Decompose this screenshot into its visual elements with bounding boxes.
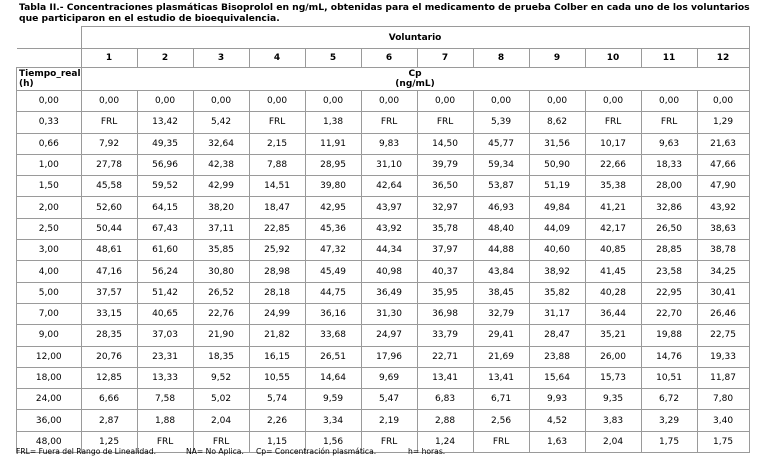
corner-cell bbox=[17, 27, 82, 49]
concentration-cell: FRL bbox=[137, 431, 193, 452]
concentration-cell: 5,74 bbox=[249, 389, 305, 410]
concentration-cell: 44,88 bbox=[473, 240, 529, 261]
concentration-cell: 22,70 bbox=[641, 303, 697, 324]
concentration-cell: 37,57 bbox=[81, 282, 137, 303]
concentration-cell: 7,92 bbox=[81, 133, 137, 154]
concentration-cell: 21,90 bbox=[193, 325, 249, 346]
concentration-cell: 0,00 bbox=[81, 91, 137, 112]
table-row bbox=[17, 176, 750, 197]
table-row bbox=[17, 91, 750, 112]
concentration-cell: FRL bbox=[473, 431, 529, 452]
concentration-cell: 18,33 bbox=[641, 154, 697, 175]
concentration-cell: 13,41 bbox=[473, 367, 529, 388]
concentration-cell: FRL bbox=[193, 431, 249, 452]
concentration-cell: 24,97 bbox=[361, 325, 417, 346]
concentration-cell: 47,90 bbox=[697, 176, 749, 197]
concentration-cell: 9,63 bbox=[641, 133, 697, 154]
concentration-cell: 30,80 bbox=[193, 261, 249, 282]
concentration-cell: 18,35 bbox=[193, 346, 249, 367]
concentration-cell: 9,93 bbox=[529, 389, 585, 410]
concentration-cell: 5,42 bbox=[193, 112, 249, 133]
concentration-cell: 14,50 bbox=[417, 133, 473, 154]
concentration-cell: 15,73 bbox=[585, 367, 641, 388]
concentration-cell: 38,63 bbox=[697, 218, 749, 239]
concentration-cell: 42,64 bbox=[361, 176, 417, 197]
table-row bbox=[17, 261, 750, 282]
concentration-cell: 45,36 bbox=[305, 218, 361, 239]
concentration-cell: 45,58 bbox=[81, 176, 137, 197]
concentration-cell: 10,51 bbox=[641, 367, 697, 388]
concentration-cell: 1,75 bbox=[697, 431, 749, 452]
concentration-cell: 9,69 bbox=[361, 367, 417, 388]
time-unit: (h) bbox=[19, 79, 34, 89]
concentration-cell: 0,00 bbox=[529, 91, 585, 112]
concentration-cell: FRL bbox=[417, 112, 473, 133]
concentration-cell: 6,72 bbox=[641, 389, 697, 410]
time-cell: 1,00 bbox=[17, 154, 82, 175]
concentration-cell: 9,35 bbox=[585, 389, 641, 410]
time-cell: 1,50 bbox=[17, 176, 82, 197]
volunteer-header-1: 1 bbox=[81, 49, 137, 68]
concentration-cell: 1,29 bbox=[697, 112, 749, 133]
time-cell: 7,00 bbox=[17, 303, 82, 324]
concentration-cell: 5,02 bbox=[193, 389, 249, 410]
concentration-cell: 37,97 bbox=[417, 240, 473, 261]
cp-unit: (ng/mL) bbox=[395, 79, 435, 89]
concentration-cell: 36,49 bbox=[361, 282, 417, 303]
concentration-cell: 13,33 bbox=[137, 367, 193, 388]
corner-cell bbox=[17, 49, 82, 68]
concentration-cell: 0,00 bbox=[697, 91, 749, 112]
concentration-cell: 43,84 bbox=[473, 261, 529, 282]
table-row bbox=[17, 346, 750, 367]
time-cell: 2,00 bbox=[17, 197, 82, 218]
concentration-cell: 28,18 bbox=[249, 282, 305, 303]
concentration-cell: 7,58 bbox=[137, 389, 193, 410]
concentration-cell: 61,60 bbox=[137, 240, 193, 261]
time-label: Tiempo_real bbox=[19, 69, 81, 79]
concentration-cell: 34,25 bbox=[697, 261, 749, 282]
concentration-cell: 44,09 bbox=[529, 218, 585, 239]
concentration-cell: FRL bbox=[81, 112, 137, 133]
voluntario-header: Voluntario bbox=[81, 27, 749, 49]
concentration-cell: 33,68 bbox=[305, 325, 361, 346]
concentration-cell: 19,88 bbox=[641, 325, 697, 346]
concentration-cell: 48,61 bbox=[81, 240, 137, 261]
concentration-cell: 40,65 bbox=[137, 303, 193, 324]
concentration-cell: 31,10 bbox=[361, 154, 417, 175]
concentration-cell: 40,85 bbox=[585, 240, 641, 261]
concentration-cell: 28,85 bbox=[641, 240, 697, 261]
table-row bbox=[17, 133, 750, 154]
volunteer-header-12: 12 bbox=[697, 49, 749, 68]
concentration-cell: 1,75 bbox=[641, 431, 697, 452]
concentration-cell: 1,15 bbox=[249, 431, 305, 452]
concentration-cell: 43,97 bbox=[361, 197, 417, 218]
concentration-cell: FRL bbox=[641, 112, 697, 133]
concentration-cell: 29,41 bbox=[473, 325, 529, 346]
concentration-cell: 1,24 bbox=[417, 431, 473, 452]
table-row bbox=[17, 410, 750, 431]
concentration-cell: 0,00 bbox=[193, 91, 249, 112]
concentration-cell: 1,56 bbox=[305, 431, 361, 452]
time-cell: 0,00 bbox=[17, 91, 82, 112]
time-cell: 18,00 bbox=[17, 367, 82, 388]
footnote-h: h= horas. bbox=[408, 447, 446, 456]
concentration-cell: 0,00 bbox=[305, 91, 361, 112]
concentration-cell: 10,17 bbox=[585, 133, 641, 154]
concentration-cell: 42,38 bbox=[193, 154, 249, 175]
concentration-cell: 2,15 bbox=[249, 133, 305, 154]
concentration-cell: 23,88 bbox=[529, 346, 585, 367]
concentration-cell: 43,92 bbox=[697, 197, 749, 218]
table-row bbox=[17, 154, 750, 175]
volunteer-header-7: 7 bbox=[417, 49, 473, 68]
table-row bbox=[17, 240, 750, 261]
concentration-cell: 26,00 bbox=[585, 346, 641, 367]
concentration-cell: 47,16 bbox=[81, 261, 137, 282]
concentration-cell: 35,82 bbox=[529, 282, 585, 303]
concentration-cell: 25,92 bbox=[249, 240, 305, 261]
concentration-cell: 47,66 bbox=[697, 154, 749, 175]
concentration-cell: 52,60 bbox=[81, 197, 137, 218]
concentration-cell: 35,21 bbox=[585, 325, 641, 346]
concentration-cell: 38,45 bbox=[473, 282, 529, 303]
concentration-cell: 12,85 bbox=[81, 367, 137, 388]
concentration-cell: 3,83 bbox=[585, 410, 641, 431]
time-cell: 5,00 bbox=[17, 282, 82, 303]
concentration-cell: 35,95 bbox=[417, 282, 473, 303]
concentration-cell: 2,26 bbox=[249, 410, 305, 431]
concentration-cell: 50,44 bbox=[81, 218, 137, 239]
concentration-cell: 32,97 bbox=[417, 197, 473, 218]
time-cell: 24,00 bbox=[17, 389, 82, 410]
concentration-cell: 49,35 bbox=[137, 133, 193, 154]
concentration-cell: 11,87 bbox=[697, 367, 749, 388]
concentration-cell: 1,38 bbox=[305, 112, 361, 133]
concentration-cell: 2,19 bbox=[361, 410, 417, 431]
time-cell: 2,50 bbox=[17, 218, 82, 239]
concentration-cell: 27,78 bbox=[81, 154, 137, 175]
concentration-cell: 9,59 bbox=[305, 389, 361, 410]
concentration-cell: 3,34 bbox=[305, 410, 361, 431]
concentration-cell: 37,03 bbox=[137, 325, 193, 346]
concentration-table bbox=[16, 26, 750, 453]
concentration-cell: 42,95 bbox=[305, 197, 361, 218]
concentration-cell: 31,17 bbox=[529, 303, 585, 324]
concentration-cell: 42,99 bbox=[193, 176, 249, 197]
concentration-cell: 37,11 bbox=[193, 218, 249, 239]
concentration-cell: 28,95 bbox=[305, 154, 361, 175]
volunteer-header-8: 8 bbox=[473, 49, 529, 68]
volunteer-header-6: 6 bbox=[361, 49, 417, 68]
volunteer-header-10: 10 bbox=[585, 49, 641, 68]
concentration-cell: 38,78 bbox=[697, 240, 749, 261]
concentration-cell: 0,00 bbox=[473, 91, 529, 112]
concentration-cell: 5,47 bbox=[361, 389, 417, 410]
concentration-cell: 16,15 bbox=[249, 346, 305, 367]
concentration-cell: 48,40 bbox=[473, 218, 529, 239]
concentration-cell: 6,66 bbox=[81, 389, 137, 410]
cp-header bbox=[81, 68, 749, 91]
time-column-header bbox=[17, 68, 82, 91]
concentration-cell: 26,46 bbox=[697, 303, 749, 324]
concentration-cell: 1,63 bbox=[529, 431, 585, 452]
concentration-cell: 22,75 bbox=[697, 325, 749, 346]
concentration-cell: 21,82 bbox=[249, 325, 305, 346]
concentration-cell: 0,00 bbox=[641, 91, 697, 112]
concentration-cell: 0,00 bbox=[361, 91, 417, 112]
concentration-cell: 45,49 bbox=[305, 261, 361, 282]
concentration-cell: 36,98 bbox=[417, 303, 473, 324]
concentration-cell: 5,39 bbox=[473, 112, 529, 133]
concentration-cell: 50,90 bbox=[529, 154, 585, 175]
concentration-cell: 3,40 bbox=[697, 410, 749, 431]
concentration-cell: 40,37 bbox=[417, 261, 473, 282]
concentration-cell: 39,79 bbox=[417, 154, 473, 175]
concentration-cell: 0,00 bbox=[585, 91, 641, 112]
concentration-cell: 9,52 bbox=[193, 367, 249, 388]
table-row bbox=[17, 325, 750, 346]
time-cell: 4,00 bbox=[17, 261, 82, 282]
concentration-cell: 4,52 bbox=[529, 410, 585, 431]
concentration-cell: 0,00 bbox=[137, 91, 193, 112]
concentration-cell: FRL bbox=[585, 112, 641, 133]
concentration-cell: 2,88 bbox=[417, 410, 473, 431]
concentration-cell: 40,28 bbox=[585, 282, 641, 303]
concentration-cell: 22,76 bbox=[193, 303, 249, 324]
concentration-cell: 59,34 bbox=[473, 154, 529, 175]
concentration-cell: FRL bbox=[361, 431, 417, 452]
footnote-na: NA= No Aplica. bbox=[186, 447, 244, 456]
concentration-cell: 44,34 bbox=[361, 240, 417, 261]
table-row bbox=[17, 218, 750, 239]
concentration-cell: 9,83 bbox=[361, 133, 417, 154]
concentration-cell: 2,56 bbox=[473, 410, 529, 431]
concentration-cell: 14,76 bbox=[641, 346, 697, 367]
time-cell: 36,00 bbox=[17, 410, 82, 431]
concentration-cell: 26,51 bbox=[305, 346, 361, 367]
concentration-cell: 53,87 bbox=[473, 176, 529, 197]
concentration-cell: 26,50 bbox=[641, 218, 697, 239]
concentration-cell: 2,04 bbox=[585, 431, 641, 452]
concentration-cell: 14,51 bbox=[249, 176, 305, 197]
concentration-cell: 22,85 bbox=[249, 218, 305, 239]
table-row bbox=[17, 112, 750, 133]
concentration-cell: 35,38 bbox=[585, 176, 641, 197]
concentration-cell: 33,15 bbox=[81, 303, 137, 324]
time-cell: 3,00 bbox=[17, 240, 82, 261]
concentration-cell: 22,71 bbox=[417, 346, 473, 367]
table-row bbox=[17, 303, 750, 324]
concentration-cell: 46,93 bbox=[473, 197, 529, 218]
concentration-cell: 20,76 bbox=[81, 346, 137, 367]
concentration-cell: 7,80 bbox=[697, 389, 749, 410]
concentration-cell: 36,44 bbox=[585, 303, 641, 324]
volunteer-header-2: 2 bbox=[137, 49, 193, 68]
concentration-cell: 7,88 bbox=[249, 154, 305, 175]
concentration-cell: 17,96 bbox=[361, 346, 417, 367]
concentration-cell: 26,52 bbox=[193, 282, 249, 303]
volunteer-header-4: 4 bbox=[249, 49, 305, 68]
concentration-cell: 36,16 bbox=[305, 303, 361, 324]
concentration-cell: 64,15 bbox=[137, 197, 193, 218]
concentration-cell: 59,52 bbox=[137, 176, 193, 197]
time-cell: 0,33 bbox=[17, 112, 82, 133]
concentration-cell: 22,66 bbox=[585, 154, 641, 175]
concentration-cell: 32,64 bbox=[193, 133, 249, 154]
concentration-cell: 13,42 bbox=[137, 112, 193, 133]
concentration-cell: FRL bbox=[249, 112, 305, 133]
concentration-cell: 56,24 bbox=[137, 261, 193, 282]
volunteer-header-5: 5 bbox=[305, 49, 361, 68]
concentration-cell: 67,43 bbox=[137, 218, 193, 239]
time-cell: 0,66 bbox=[17, 133, 82, 154]
footnote-frl: FRL= Fuera del Rango de Linealidad. bbox=[16, 447, 157, 456]
concentration-cell: 18,47 bbox=[249, 197, 305, 218]
concentration-cell: FRL bbox=[361, 112, 417, 133]
table-row bbox=[17, 367, 750, 388]
table-row bbox=[17, 197, 750, 218]
concentration-cell: 31,56 bbox=[529, 133, 585, 154]
time-cell: 48,00 bbox=[17, 431, 82, 452]
concentration-cell: 44,75 bbox=[305, 282, 361, 303]
concentration-cell: 23,58 bbox=[641, 261, 697, 282]
concentration-cell: 0,00 bbox=[417, 91, 473, 112]
concentration-cell: 35,78 bbox=[417, 218, 473, 239]
concentration-cell: 51,42 bbox=[137, 282, 193, 303]
concentration-cell: 15,64 bbox=[529, 367, 585, 388]
concentration-cell: 1,88 bbox=[137, 410, 193, 431]
concentration-cell: 40,98 bbox=[361, 261, 417, 282]
concentration-cell: 2,87 bbox=[81, 410, 137, 431]
concentration-cell: 35,85 bbox=[193, 240, 249, 261]
volunteer-header-9: 9 bbox=[529, 49, 585, 68]
concentration-cell: 22,95 bbox=[641, 282, 697, 303]
concentration-cell: 56,96 bbox=[137, 154, 193, 175]
concentration-cell: 1,25 bbox=[81, 431, 137, 452]
concentration-cell: 51,19 bbox=[529, 176, 585, 197]
concentration-cell: 23,31 bbox=[137, 346, 193, 367]
concentration-cell: 28,47 bbox=[529, 325, 585, 346]
concentration-cell: 40,60 bbox=[529, 240, 585, 261]
concentration-cell: 38,92 bbox=[529, 261, 585, 282]
concentration-cell: 28,00 bbox=[641, 176, 697, 197]
concentration-cell: 8,62 bbox=[529, 112, 585, 133]
concentration-cell: 21,69 bbox=[473, 346, 529, 367]
concentration-cell: 47,32 bbox=[305, 240, 361, 261]
concentration-cell: 31,30 bbox=[361, 303, 417, 324]
concentration-cell: 11,91 bbox=[305, 133, 361, 154]
table-title: Tabla II.- Concentraciones plasmáticas Bisoprolol en ng/mL, obtenidas para el medicamento de prueba Colber en cada uno de los voluntarios que participaron en el estudio de bioequivalencia. bbox=[19, 2, 750, 24]
table-row bbox=[17, 282, 750, 303]
time-cell: 9,00 bbox=[17, 325, 82, 346]
table-row bbox=[17, 389, 750, 410]
concentration-cell: 0,00 bbox=[249, 91, 305, 112]
concentration-cell: 38,20 bbox=[193, 197, 249, 218]
cp-label: Cp bbox=[408, 69, 422, 79]
concentration-cell: 39,80 bbox=[305, 176, 361, 197]
concentration-cell: 19,33 bbox=[697, 346, 749, 367]
concentration-cell: 42,17 bbox=[585, 218, 641, 239]
concentration-cell: 6,83 bbox=[417, 389, 473, 410]
concentration-cell: 3,29 bbox=[641, 410, 697, 431]
concentration-cell: 6,71 bbox=[473, 389, 529, 410]
concentration-cell: 28,35 bbox=[81, 325, 137, 346]
concentration-cell: 43,92 bbox=[361, 218, 417, 239]
concentration-cell: 13,41 bbox=[417, 367, 473, 388]
concentration-cell: 49,84 bbox=[529, 197, 585, 218]
concentration-cell: 36,50 bbox=[417, 176, 473, 197]
volunteer-header-3: 3 bbox=[193, 49, 249, 68]
concentration-cell: 14,64 bbox=[305, 367, 361, 388]
volunteer-header-11: 11 bbox=[641, 49, 697, 68]
concentration-cell: 32,79 bbox=[473, 303, 529, 324]
concentration-cell: 41,45 bbox=[585, 261, 641, 282]
footnote-cp: Cp= Concentración plasmática. bbox=[256, 447, 377, 456]
concentration-cell: 10,55 bbox=[249, 367, 305, 388]
concentration-cell: 41,21 bbox=[585, 197, 641, 218]
concentration-cell: 32,86 bbox=[641, 197, 697, 218]
concentration-cell: 21,63 bbox=[697, 133, 749, 154]
concentration-cell: 30,41 bbox=[697, 282, 749, 303]
concentration-cell: 45,77 bbox=[473, 133, 529, 154]
time-cell: 12,00 bbox=[17, 346, 82, 367]
concentration-cell: 33,79 bbox=[417, 325, 473, 346]
concentration-cell: 2,04 bbox=[193, 410, 249, 431]
concentration-cell: 24,99 bbox=[249, 303, 305, 324]
concentration-cell: 28,98 bbox=[249, 261, 305, 282]
